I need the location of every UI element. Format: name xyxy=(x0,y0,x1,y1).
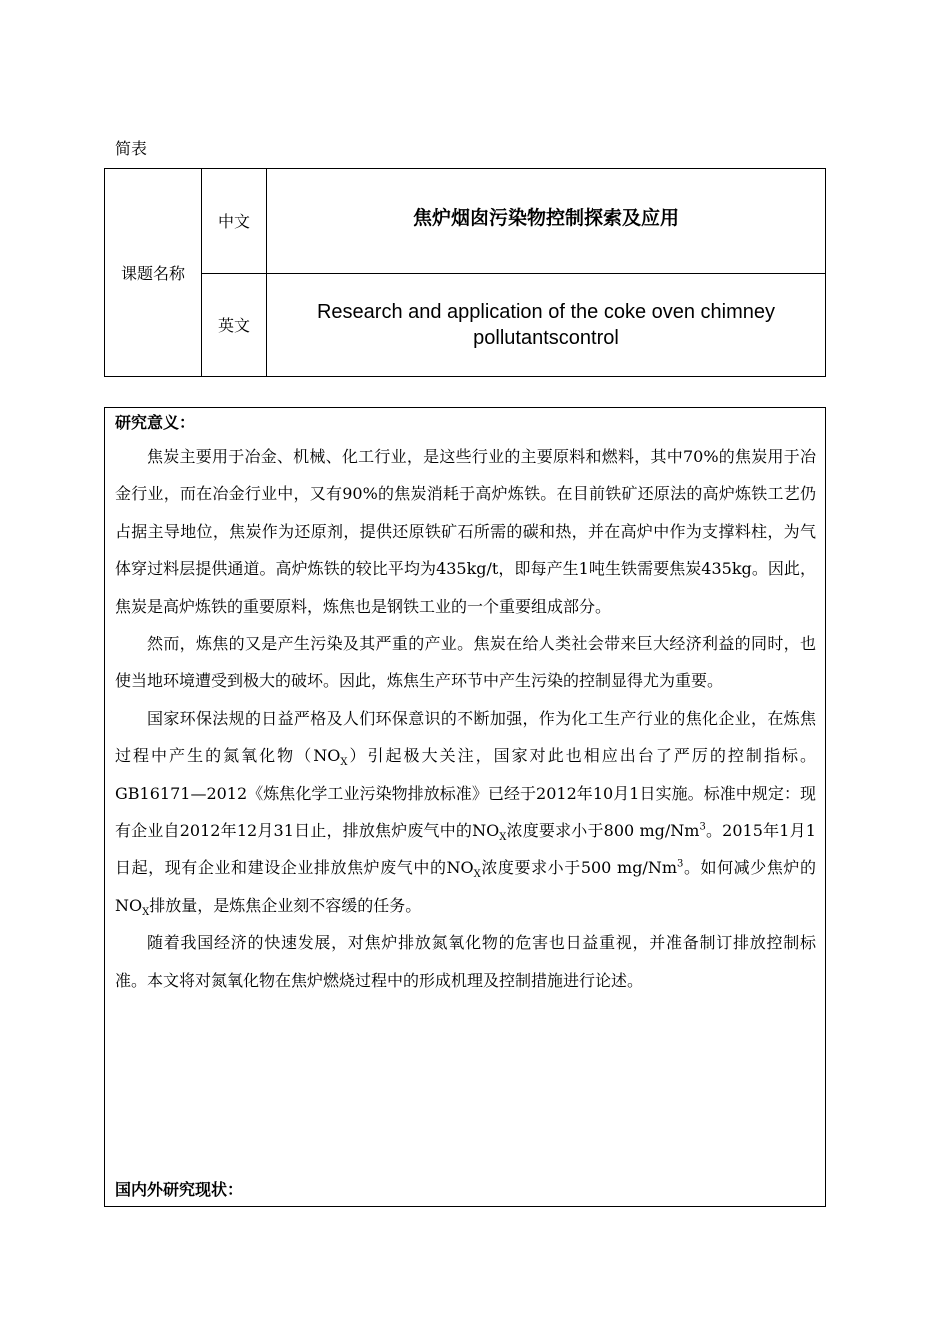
chinese-title-cell xyxy=(267,169,826,274)
topic-label: 课题名称 xyxy=(120,264,185,283)
p3-text-f: 。如何减少焦炉的NO xyxy=(115,858,816,915)
nox-subscript: X xyxy=(473,869,481,881)
nox-subscript: X xyxy=(340,757,348,769)
chinese-lang-label: 中文 xyxy=(217,212,250,232)
research-status-heading: 国内外研究现状： xyxy=(115,1180,244,1199)
nox-subscript: X xyxy=(499,832,507,844)
page-label: 简表 xyxy=(115,139,148,158)
p3-text-d: 。2015年1月1日起，现有企业和建设企业排放焦炉废气中的NO xyxy=(115,821,816,878)
english-title: Research and application of the coke oven chimney pollutantscontrol xyxy=(316,300,776,349)
significance-paragraph-1: 焦炭主要用于冶金、机械、化工行业，是这些行业的主要原料和燃料，其中70%的焦炭用于冶金行业，而在冶金行业中，又有90%的焦炭消耗于高炉炼铁。在目前铁矿还原法的高炉炼铁工艺仍占据主导地位，焦炭作为还原剂，提供还原铁矿石所需的碳和热，并在高炉中作为支撑料柱，为气体穿过料层提供通道。高炉炼铁的较比平均为435kg/t，即每产生1吨生铁需要焦炭435kg。因此，焦炭是高炉炼铁的重要原料，炼焦也是钢铁工业的一个重要组成部分。 xyxy=(115,447,816,616)
english-title-cell xyxy=(267,273,826,377)
p3-text-e: 浓度要求小于500 mg/Nm xyxy=(480,858,677,878)
title-table xyxy=(104,168,826,377)
p3-text-c: 浓度要求小于800 mg/Nm xyxy=(506,821,700,841)
nox-subscript: X xyxy=(142,907,150,919)
significance-paragraph-2: 然而，炼焦的又是产生污染及其严重的产业。焦炭在给人类社会带来巨大经济利益的同时，也使当地环境遭受到极大的破坏。因此，炼焦生产环节中产生污染的控制显得尤为重要。 xyxy=(115,634,816,691)
chinese-lang-cell xyxy=(202,169,267,274)
significance-paragraph-3 xyxy=(115,700,816,924)
unit-superscript: 3 xyxy=(699,821,706,833)
p3-text-b: ）引起极大关注，国家对此也相应出台了严厉的控制指标。GB16171—2012《炼焦化学工业污染物排放标准》已经于2012年10月1日实施。标准中规定：现有企业自2012年12月31日止，排放焦炉废气中的NO xyxy=(115,746,816,841)
english-lang-label: 英文 xyxy=(217,316,250,336)
p3-text-a: 国家环保法规的日益严格及人们环保意识的不断加强，作为化工生产行业的焦化企业，在炼焦过程中产生的氮氧化物（NO xyxy=(115,708,816,766)
chinese-title: 焦炉烟囱污染物控制探索及应用 xyxy=(412,207,679,230)
topic-label-cell xyxy=(105,169,202,377)
unit-superscript: 3 xyxy=(677,859,684,871)
english-lang-cell xyxy=(202,273,267,377)
significance-paragraph-4: 随着我国经济的快速发展，对焦炉排放氮氧化物的危害也日益重视，并准备制订排放控制标准。本文将对氮氧化物在焦炉燃烧过程中的形成机理及控制措施进行论述。 xyxy=(115,933,816,990)
p3-text-g: 排放量，是炼焦企业刻不容缓的任务。 xyxy=(149,895,422,915)
significance-heading: 研究意义： xyxy=(115,413,196,432)
content-box xyxy=(104,407,826,1207)
